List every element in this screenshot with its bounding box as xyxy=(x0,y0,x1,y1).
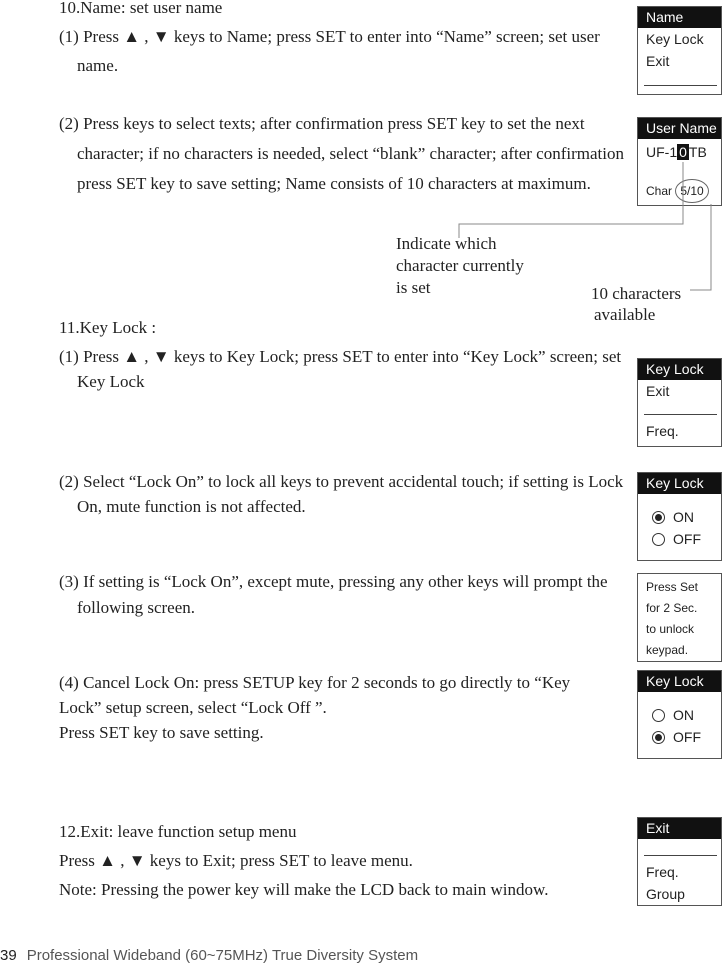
lcd-header: Key Lock xyxy=(638,473,721,494)
lcd-header: Name xyxy=(638,7,721,28)
lcd-divider xyxy=(644,855,717,856)
lcd-item: Freq. xyxy=(646,864,679,880)
page-footer xyxy=(0,947,418,964)
char-counter: 5/10 xyxy=(675,179,708,203)
annotation-indicate-line3: is set xyxy=(396,278,431,297)
prompt-line: keypad. xyxy=(646,643,689,657)
section-12-title: 12.Exit: leave function setup menu xyxy=(59,822,297,841)
lcd-keylock-on xyxy=(637,472,722,561)
section-10-step1-line2: name. xyxy=(77,56,119,75)
lcd-header: Exit xyxy=(638,818,721,839)
section-12-note: Note: Pressing the power key will make the LCD back to main window. xyxy=(59,880,549,899)
lcd-header: Key Lock xyxy=(638,359,721,380)
lcd-unlock-prompt xyxy=(637,573,722,662)
section-10-step2-line1: (2) Press keys to select texts; after confirmation press SET key to set the next xyxy=(59,114,585,133)
annotation-lines xyxy=(0,0,723,330)
radio-selected-icon xyxy=(652,731,665,744)
section-11-step1-line2: Key Lock xyxy=(77,372,145,391)
section-10-step1-line1: (1) Press ▲ , ▼ keys to Name; press SET to enter into “Name” screen; set user xyxy=(59,27,600,46)
option-on: ON xyxy=(638,704,721,726)
lcd-header: Key Lock xyxy=(638,671,721,692)
section-10-step2-line2: character; if no characters is needed, select “blank” character; after confirmation xyxy=(77,144,624,163)
section-10-title: 10.Name: set user name xyxy=(59,0,223,17)
annotation-available-line2: available xyxy=(594,305,656,324)
section-10-step2-line3: press SET key to save setting; Name consists of 10 characters at maximum. xyxy=(77,174,591,193)
lcd-item: Key Lock xyxy=(646,31,704,47)
indicate-leader-line xyxy=(459,162,683,238)
option-on: ON xyxy=(638,506,721,528)
section-11-step4-line1: (4) Cancel Lock On: press SETUP key for 2 seconds to go directly to “Key xyxy=(59,673,571,692)
prompt-line: Press Set xyxy=(646,580,699,594)
lcd-divider xyxy=(644,414,717,415)
annotation-indicate-line2: character currently xyxy=(396,256,524,275)
lcd-item: Group xyxy=(646,886,685,902)
section-11-step3-line2: following screen. xyxy=(77,598,196,617)
char-label: Char xyxy=(646,184,673,198)
radio-empty-icon xyxy=(652,533,665,546)
page-number: 39 xyxy=(0,947,17,964)
lcd-keylock-menu xyxy=(637,358,722,447)
lcd-exit-menu xyxy=(637,817,722,906)
radio-empty-icon xyxy=(652,709,665,722)
radio-selected-icon xyxy=(652,511,665,524)
lcd-item: Exit xyxy=(646,383,670,399)
lcd-item: Exit xyxy=(646,53,670,69)
section-12-line1: Press ▲ , ▼ keys to Exit; press SET to leave menu. xyxy=(59,851,413,870)
section-11-step4-line2: Lock” setup screen, select “Lock Off ”. xyxy=(59,698,327,717)
annotation-available-line1: 10 characters xyxy=(591,284,682,303)
section-11-step4-line3: Press SET key to save setting. xyxy=(59,723,264,742)
name-suffix: TB xyxy=(688,144,707,160)
section-11-step2-line2: On, mute function is not affected. xyxy=(77,497,306,516)
lcd-item: Freq. xyxy=(646,423,679,439)
available-leader-line xyxy=(690,204,711,290)
option-off: OFF xyxy=(638,726,721,748)
section-11-title: 11.Key Lock : xyxy=(59,318,157,337)
annotation-indicate-line1: Indicate which xyxy=(396,234,497,253)
name-prefix: UF-1 xyxy=(646,144,678,160)
lcd-keylock-off xyxy=(637,670,722,759)
option-off: OFF xyxy=(638,528,721,550)
prompt-line: for 2 Sec. xyxy=(646,601,698,615)
lcd-header: User Name xyxy=(638,118,721,139)
prompt-line: to unlock xyxy=(646,622,695,636)
footer-text: Professional Wideband (60~75MHz) True Diversity System xyxy=(26,947,419,964)
section-11-step2-line1: (2) Select “Lock On” to lock all keys to prevent accidental touch; if setting is Lock xyxy=(59,472,624,491)
current-char-cursor: 0 xyxy=(679,144,687,160)
section-11-step3-line1: (3) If setting is “Lock On”, except mute, pressing any other keys will prompt the xyxy=(59,572,608,591)
section-11-step1-line1: (1) Press ▲ , ▼ keys to Key Lock; press SET to enter into “Key Lock” screen; set xyxy=(59,347,622,366)
